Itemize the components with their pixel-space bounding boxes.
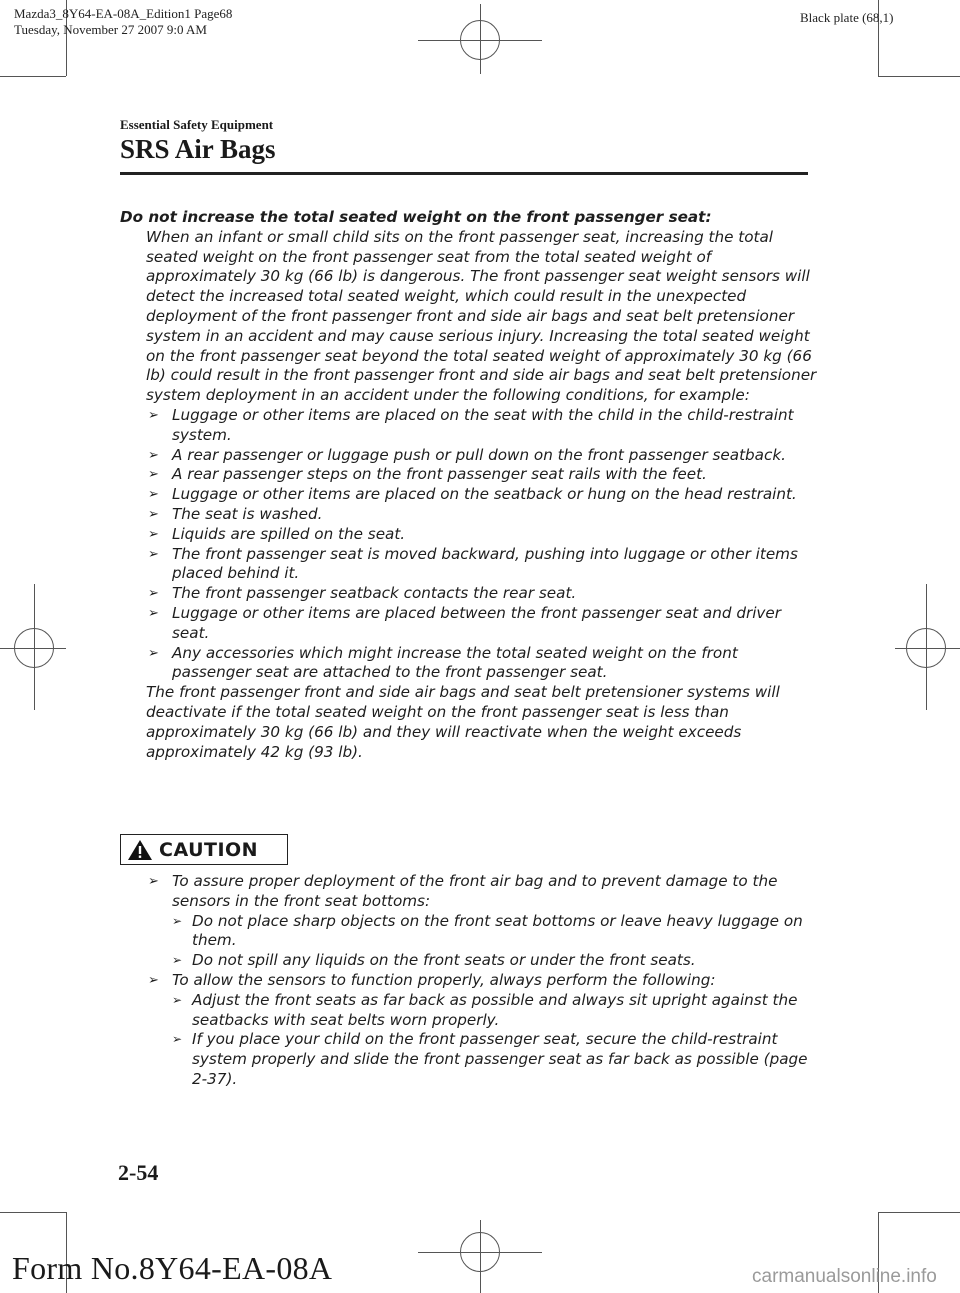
- crop-mark: [878, 1212, 960, 1213]
- warning-triangle-icon: [127, 839, 153, 861]
- list-item: [146, 872, 820, 971]
- list-item: ➢ If you place your child on the front passenger seat, secure the child-restraint system properly and slide the front passenger seat as far back as possible (page 2-37).: [172, 1030, 820, 1089]
- registration-target: [480, 4, 481, 74]
- registration-target: [480, 1220, 481, 1293]
- caution-section: [120, 872, 820, 1090]
- registration-target: [926, 584, 927, 710]
- page-title: SRS Air Bags: [120, 134, 276, 164]
- list-item: ➢ Any accessories which might increase the total seated weight on the front passenger seat are attached to the front passenger seat.: [146, 644, 820, 684]
- form-number: Form No.8Y64-EA-08A: [12, 1250, 333, 1286]
- conditions-list: [120, 406, 820, 683]
- list-item: [146, 971, 820, 1090]
- registration-target: [34, 584, 35, 710]
- caution-sublist: [146, 991, 820, 1090]
- section-label: Essential Safety Equipment: [120, 117, 274, 132]
- list-item: ➢ Do not place sharp objects on the front seat bottoms or leave heavy luggage on them.: [172, 912, 820, 952]
- list-item: ➢ Luggage or other items are placed between the front passenger seat and driver seat.: [146, 604, 820, 644]
- list-item: ➢ The front passenger seatback contacts the rear seat.: [146, 584, 820, 604]
- caution-sublist: [146, 912, 820, 971]
- registration-target: [0, 648, 66, 649]
- registration-target: [895, 648, 960, 649]
- caution-text: CAUTION: [159, 838, 259, 861]
- list-item: ➢ A rear passenger or luggage push or pull down on the front passenger seatback.: [146, 446, 820, 466]
- list-item: ➢ Liquids are spilled on the seat.: [146, 525, 820, 545]
- caution-list: [120, 872, 820, 1090]
- list-item: ➢ A rear passenger steps on the front passenger seat rails with the feet.: [146, 465, 820, 485]
- list-item: ➢ The seat is washed.: [146, 505, 820, 525]
- caution-label: [120, 834, 288, 865]
- list-item: ➢ Luggage or other items are placed on the seat with the child in the child-restraint system.: [146, 406, 820, 446]
- warning-heading: Do not increase the total seated weight on the front passenger seat:: [120, 208, 712, 226]
- list-item: ➢ The front passenger seat is moved backward, pushing into luggage or other items placed behind it.: [146, 545, 820, 585]
- caution-item-text: To assure proper deployment of the front air bag and to prevent damage to the sensors in the front seat bottoms:: [172, 872, 778, 910]
- watermark: carmanualsonline.info: [752, 1266, 937, 1287]
- crop-mark: [878, 76, 960, 77]
- crop-mark: [0, 1212, 66, 1213]
- crop-mark: [0, 76, 66, 77]
- warning-paragraph: When an infant or small child sits on the front passenger seat, increasing the total seated weight on the front passenger seat from the total seated weight of approximately 30 kg (66 lb) is dangerous. The front passenger seat weight sensors will detect the increased total seated weight, which could result in the unexpected deployment of the front passenger front and side air bags and seat belt pretensioner system in an accident and may cause serious injury. Increasing the total seated weight on the front passenger seat beyond the total seated weight of approximately 30 kg (66 lb) could result in the front passenger front and side air bags and seat belt pretensioner system deployment in an accident under the following conditions, for example:: [146, 227, 817, 405]
- list-item: ➢ Adjust the front seats as far back as possible and always sit upright against the seatbacks with seat belts worn properly.: [172, 991, 820, 1031]
- file-line: Mazda3_8Y64-EA-08A_Edition1 Page68: [14, 6, 233, 21]
- print-slug: [14, 6, 232, 38]
- list-item: ➢ Do not spill any liquids on the front seats or under the front seats.: [172, 951, 820, 971]
- title-rule: [120, 172, 808, 175]
- warning-section: [120, 208, 820, 762]
- caution-item-text: To allow the sensors to function properly, always perform the following:: [172, 970, 716, 989]
- list-item: ➢ Luggage or other items are placed on the seatback or hung on the head restraint.: [146, 485, 820, 505]
- plate-label: Black plate (68,1): [800, 10, 894, 25]
- warning-closing: The front passenger front and side air bags and seat belt pretensioner systems will deactivate if the total seated weight on the front passenger seat is less than approximately 30 kg (66 lb) and they will reactivate when the weight exceeds approximately 42 kg (93 lb).: [146, 683, 780, 761]
- date-line: Tuesday, November 27 2007 9:0 AM: [14, 22, 207, 37]
- page-number: 2-54: [118, 1160, 159, 1185]
